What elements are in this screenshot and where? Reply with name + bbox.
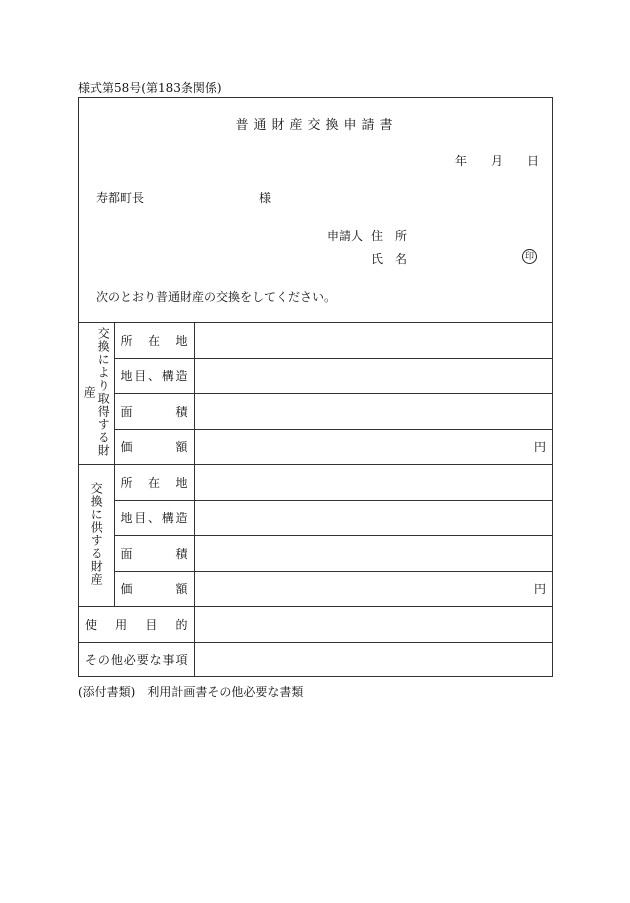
addressee-name: 寿都町長: [96, 191, 145, 205]
acquired-row-area: [79, 394, 552, 430]
date-day-label: 日: [527, 154, 540, 168]
applicant-label: 申請人: [327, 229, 364, 243]
other-matters-field[interactable]: [194, 642, 552, 677]
acquired-row-price: [79, 429, 552, 465]
offered-price-field[interactable]: 円: [194, 571, 552, 607]
acquired-property-group: [79, 323, 114, 465]
date-month-label: 月: [491, 154, 504, 168]
offered-location-field[interactable]: [194, 465, 552, 501]
form-number: 様式第58号(第183条関係): [78, 81, 222, 95]
offered-category-field[interactable]: [194, 500, 552, 536]
offered-row-price: [79, 571, 552, 607]
request-statement: 次のとおり普通財産の交換をしてください。: [96, 290, 337, 304]
offered-property-label: 交換に供する財産: [89, 482, 104, 586]
acquired-location-field[interactable]: [194, 323, 552, 359]
offered-property-group: [79, 465, 114, 607]
acquired-price-field[interactable]: 円: [194, 429, 552, 465]
offered-category-label: 地目、構造: [114, 500, 194, 536]
purpose-row: [79, 607, 552, 643]
attachments-note: (添付書類) 利用計画書その他必要な書類: [78, 685, 304, 699]
offered-row-location: [79, 465, 552, 501]
offered-row-category: [79, 500, 552, 536]
application-form: [78, 97, 553, 677]
acquired-area-label: 面積: [114, 394, 194, 430]
acquired-row-category: [79, 358, 552, 394]
offered-area-field[interactable]: [194, 536, 552, 572]
offered-location-label: 所在地: [114, 465, 194, 501]
acquired-price-label: 価額: [114, 429, 194, 465]
offered-row-area: [79, 536, 552, 572]
applicant-name-label: 氏 名: [371, 252, 408, 266]
acquired-property-label: 交換により取得する財産: [82, 327, 111, 457]
acquired-area-field[interactable]: [194, 394, 552, 430]
purpose-label: 使用目的: [79, 607, 194, 643]
offered-price-label: 価額: [114, 571, 194, 607]
property-table: [79, 322, 552, 677]
purpose-field[interactable]: [194, 607, 552, 643]
acquired-row-location: [79, 323, 552, 359]
seal-mark: 印: [522, 249, 537, 264]
other-row: [79, 642, 552, 677]
form-title: 普通財産交換申請書: [235, 118, 398, 133]
date-year-label: 年: [455, 154, 468, 168]
acquired-category-field[interactable]: [194, 358, 552, 394]
other-matters-label: その他必要な事項: [79, 642, 194, 677]
acquired-category-label: 地目、構造: [114, 358, 194, 394]
addressee-honorific: 様: [259, 191, 272, 205]
applicant-address-label: 住 所: [371, 229, 408, 243]
offered-area-label: 面積: [114, 536, 194, 572]
acquired-location-label: 所在地: [114, 323, 194, 359]
